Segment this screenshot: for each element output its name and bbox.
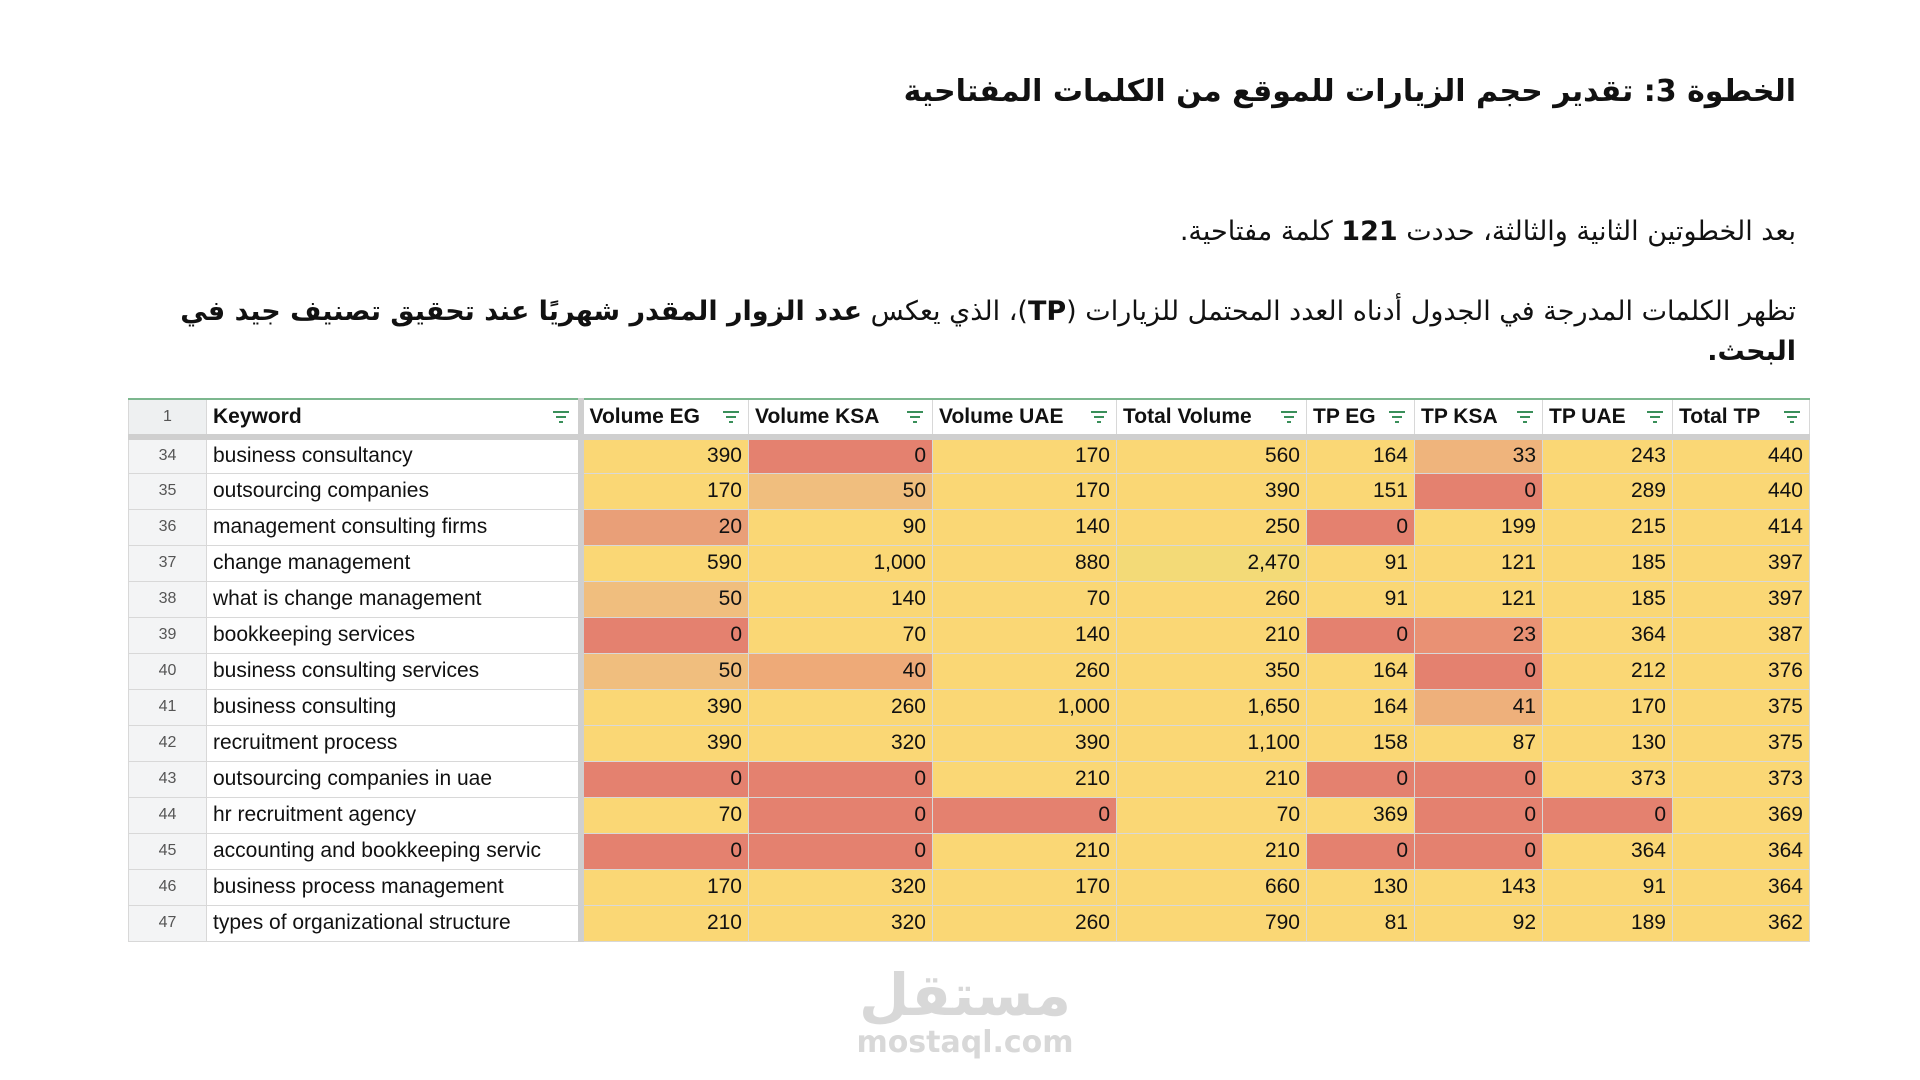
keyword-cell[interactable]: business consultancy xyxy=(207,437,581,473)
value-cell[interactable]: 212 xyxy=(1543,653,1673,689)
column-header-keyword[interactable] xyxy=(207,399,581,437)
value-cell[interactable]: 70 xyxy=(933,581,1117,617)
value-cell[interactable]: 170 xyxy=(581,869,749,905)
column-header-label: TP UAE xyxy=(1549,405,1626,428)
column-header-total-volume[interactable] xyxy=(1117,399,1307,437)
value-cell[interactable]: 121 xyxy=(1415,581,1543,617)
value-cell[interactable]: 50 xyxy=(581,581,749,617)
value-cell[interactable]: 2,470 xyxy=(1117,545,1307,581)
value-cell[interactable]: 170 xyxy=(933,869,1117,905)
mostaql-watermark xyxy=(850,961,1080,1061)
column-header-label: TP KSA xyxy=(1421,405,1498,428)
value-cell[interactable]: 350 xyxy=(1117,653,1307,689)
value-cell[interactable]: 170 xyxy=(933,473,1117,509)
row-number[interactable]: 46 xyxy=(129,869,207,905)
value-cell[interactable]: 364 xyxy=(1673,869,1810,905)
row-number[interactable]: 36 xyxy=(129,509,207,545)
value-cell[interactable]: 50 xyxy=(749,473,933,509)
value-cell[interactable]: 260 xyxy=(933,905,1117,941)
value-cell[interactable]: 170 xyxy=(581,473,749,509)
value-cell[interactable]: 0 xyxy=(1415,797,1543,833)
value-cell[interactable]: 364 xyxy=(1543,833,1673,869)
value-cell[interactable]: 158 xyxy=(1307,725,1415,761)
value-cell[interactable]: 0 xyxy=(933,797,1117,833)
value-cell[interactable]: 140 xyxy=(749,581,933,617)
value-cell[interactable]: 41 xyxy=(1415,689,1543,725)
value-cell[interactable]: 660 xyxy=(1117,869,1307,905)
filter-icon[interactable] xyxy=(1783,410,1801,424)
value-cell[interactable]: 170 xyxy=(933,437,1117,473)
value-cell[interactable]: 91 xyxy=(1543,869,1673,905)
filter-icon[interactable] xyxy=(1280,410,1298,424)
value-cell[interactable]: 0 xyxy=(1415,473,1543,509)
value-cell[interactable]: 0 xyxy=(581,761,749,797)
column-header-tp-uae[interactable] xyxy=(1543,399,1673,437)
column-header-volume-uae[interactable] xyxy=(933,399,1117,437)
value-cell[interactable]: 320 xyxy=(749,905,933,941)
keyword-cell[interactable]: bookkeeping services xyxy=(207,617,581,653)
table-row xyxy=(129,545,1810,581)
table-row xyxy=(129,725,1810,761)
value-cell[interactable]: 0 xyxy=(749,833,933,869)
keyword-cell[interactable]: business consulting services xyxy=(207,653,581,689)
value-cell[interactable]: 414 xyxy=(1673,509,1810,545)
value-cell[interactable]: 390 xyxy=(581,437,749,473)
value-cell[interactable]: 70 xyxy=(581,797,749,833)
value-cell[interactable]: 210 xyxy=(1117,617,1307,653)
column-header-volume-eg[interactable] xyxy=(581,399,749,437)
keyword-count: 121 xyxy=(1341,216,1398,247)
watermark-domain: mostaql.com xyxy=(856,1025,1074,1060)
value-cell[interactable]: 387 xyxy=(1673,617,1810,653)
value-cell[interactable]: 0 xyxy=(1307,617,1415,653)
row-number[interactable]: 41 xyxy=(129,689,207,725)
value-cell[interactable]: 210 xyxy=(933,761,1117,797)
value-cell[interactable]: 369 xyxy=(1673,797,1810,833)
keyword-cell[interactable]: types of organizational structure xyxy=(207,905,581,941)
column-header-tp-eg[interactable] xyxy=(1307,399,1415,437)
value-cell[interactable]: 185 xyxy=(1543,581,1673,617)
row-number[interactable]: 40 xyxy=(129,653,207,689)
filter-icon[interactable] xyxy=(722,410,740,424)
value-cell[interactable]: 440 xyxy=(1673,473,1810,509)
value-cell[interactable]: 880 xyxy=(933,545,1117,581)
keyword-cell[interactable]: outsourcing companies xyxy=(207,473,581,509)
value-cell[interactable]: 0 xyxy=(1307,761,1415,797)
keyword-cell[interactable]: business process management xyxy=(207,869,581,905)
table-row xyxy=(129,869,1810,905)
value-cell[interactable]: 164 xyxy=(1307,653,1415,689)
tp-abbreviation: TP xyxy=(1027,296,1067,327)
value-cell[interactable]: 362 xyxy=(1673,905,1810,941)
value-cell[interactable]: 390 xyxy=(581,689,749,725)
column-header-label: Volume EG xyxy=(589,405,700,428)
value-cell[interactable]: 0 xyxy=(581,833,749,869)
value-cell[interactable]: 210 xyxy=(933,833,1117,869)
row-number[interactable]: 43 xyxy=(129,761,207,797)
keyword-cell[interactable]: management consulting firms xyxy=(207,509,581,545)
value-cell[interactable]: 130 xyxy=(1307,869,1415,905)
value-cell[interactable]: 91 xyxy=(1307,581,1415,617)
value-cell[interactable]: 364 xyxy=(1673,833,1810,869)
column-header-label: TP EG xyxy=(1313,405,1376,428)
table-row xyxy=(129,833,1810,869)
value-cell[interactable]: 140 xyxy=(933,509,1117,545)
value-cell[interactable]: 210 xyxy=(581,905,749,941)
value-cell[interactable]: 364 xyxy=(1543,617,1673,653)
keyword-cell[interactable]: accounting and bookkeeping servic xyxy=(207,833,581,869)
table-body xyxy=(129,437,1810,941)
value-cell[interactable]: 164 xyxy=(1307,689,1415,725)
column-header-label: Total Volume xyxy=(1123,405,1252,428)
value-cell[interactable]: 199 xyxy=(1415,509,1543,545)
page-heading: الخطوة 3: تقدير حجم الزيارات للموقع من الكلمات المفتاحية xyxy=(903,74,1796,109)
keyword-cell[interactable]: what is change management xyxy=(207,581,581,617)
table-row xyxy=(129,437,1810,473)
value-cell[interactable]: 20 xyxy=(581,509,749,545)
value-cell[interactable]: 590 xyxy=(581,545,749,581)
value-cell[interactable]: 87 xyxy=(1415,725,1543,761)
row-number[interactable]: 38 xyxy=(129,581,207,617)
value-cell[interactable]: 320 xyxy=(749,869,933,905)
filter-icon[interactable] xyxy=(1516,410,1534,424)
keyword-cell[interactable]: business consulting xyxy=(207,689,581,725)
value-cell[interactable]: 0 xyxy=(1307,509,1415,545)
value-cell[interactable]: 397 xyxy=(1673,581,1810,617)
value-cell[interactable]: 0 xyxy=(749,437,933,473)
filter-icon[interactable] xyxy=(1646,410,1664,424)
column-header-tp-ksa[interactable] xyxy=(1415,399,1543,437)
value-cell[interactable]: 210 xyxy=(1117,761,1307,797)
value-cell[interactable]: 376 xyxy=(1673,653,1810,689)
keyword-cell[interactable]: outsourcing companies in uae xyxy=(207,761,581,797)
value-cell[interactable]: 375 xyxy=(1673,725,1810,761)
value-cell[interactable]: 121 xyxy=(1415,545,1543,581)
filter-icon[interactable] xyxy=(906,410,924,424)
value-cell[interactable]: 289 xyxy=(1543,473,1673,509)
value-cell[interactable]: 1,650 xyxy=(1117,689,1307,725)
value-cell[interactable]: 1,000 xyxy=(933,689,1117,725)
value-cell[interactable]: 70 xyxy=(749,617,933,653)
value-cell[interactable]: 81 xyxy=(1307,905,1415,941)
table-row xyxy=(129,905,1810,941)
column-header-total-tp[interactable] xyxy=(1673,399,1810,437)
value-cell[interactable]: 1,100 xyxy=(1117,725,1307,761)
value-cell[interactable]: 320 xyxy=(749,725,933,761)
table-row xyxy=(129,761,1810,797)
value-cell[interactable]: 50 xyxy=(581,653,749,689)
table-row xyxy=(129,581,1810,617)
row-number[interactable]: 45 xyxy=(129,833,207,869)
value-cell[interactable]: 243 xyxy=(1543,437,1673,473)
description-highlight: عدد الزوار المقدر شهريًا عند تحقيق تصنيف جيد في البحث. xyxy=(180,296,1796,367)
table-row xyxy=(129,473,1810,509)
row-number[interactable]: 47 xyxy=(129,905,207,941)
value-cell[interactable]: 23 xyxy=(1415,617,1543,653)
value-cell[interactable]: 373 xyxy=(1673,761,1810,797)
keyword-cell[interactable]: hr recruitment agency xyxy=(207,797,581,833)
row-number[interactable]: 44 xyxy=(129,797,207,833)
row-number[interactable]: 42 xyxy=(129,725,207,761)
value-cell[interactable]: 92 xyxy=(1415,905,1543,941)
table-row xyxy=(129,617,1810,653)
value-cell[interactable]: 70 xyxy=(1117,797,1307,833)
value-cell[interactable]: 260 xyxy=(1117,581,1307,617)
value-cell[interactable]: 189 xyxy=(1543,905,1673,941)
filter-icon[interactable] xyxy=(552,410,570,424)
column-header-label: Volume KSA xyxy=(755,405,880,428)
row-number[interactable]: 35 xyxy=(129,473,207,509)
filter-icon[interactable] xyxy=(1090,410,1108,424)
value-cell[interactable]: 1,000 xyxy=(749,545,933,581)
summary-text-after: كلمة مفتاحية. xyxy=(1179,216,1342,247)
value-cell[interactable]: 170 xyxy=(1543,689,1673,725)
column-header-label: Keyword xyxy=(213,405,302,428)
watermark-arabic-logo: مستقل xyxy=(858,961,1072,1029)
row-number[interactable]: 39 xyxy=(129,617,207,653)
row-number[interactable]: 34 xyxy=(129,437,207,473)
value-cell[interactable]: 369 xyxy=(1307,797,1415,833)
row-number[interactable]: 37 xyxy=(129,545,207,581)
summary-text-before: بعد الخطوتين الثانية والثالثة، حددت xyxy=(1397,216,1796,247)
value-cell[interactable]: 0 xyxy=(1543,797,1673,833)
header-row xyxy=(129,399,1810,437)
value-cell[interactable]: 260 xyxy=(749,689,933,725)
value-cell[interactable]: 0 xyxy=(1307,833,1415,869)
value-cell[interactable]: 373 xyxy=(1543,761,1673,797)
value-cell[interactable]: 250 xyxy=(1117,509,1307,545)
description-paragraph xyxy=(146,292,1796,372)
description-text-before: تظهر الكلمات المدرجة في الجدول أدناه العدد المحتمل للزيارات ( xyxy=(1066,296,1796,327)
value-cell[interactable]: 0 xyxy=(1415,833,1543,869)
value-cell[interactable]: 390 xyxy=(933,725,1117,761)
value-cell[interactable]: 215 xyxy=(1543,509,1673,545)
table-row xyxy=(129,689,1810,725)
value-cell[interactable]: 33 xyxy=(1415,437,1543,473)
value-cell[interactable]: 140 xyxy=(933,617,1117,653)
value-cell[interactable]: 91 xyxy=(1307,545,1415,581)
value-cell[interactable]: 790 xyxy=(1117,905,1307,941)
value-cell[interactable]: 210 xyxy=(1117,833,1307,869)
description-text-middle: )، الذي يعكس xyxy=(862,296,1028,327)
column-header-label: Volume UAE xyxy=(939,405,1064,428)
value-cell[interactable]: 375 xyxy=(1673,689,1810,725)
column-header-label: Total TP xyxy=(1679,405,1761,428)
table-row xyxy=(129,509,1810,545)
value-cell[interactable]: 397 xyxy=(1673,545,1810,581)
keyword-cell[interactable]: recruitment process xyxy=(207,725,581,761)
row-number-header[interactable]: 1 xyxy=(129,399,207,437)
table-row xyxy=(129,653,1810,689)
value-cell[interactable]: 185 xyxy=(1543,545,1673,581)
value-cell[interactable]: 164 xyxy=(1307,437,1415,473)
keyword-traffic-table xyxy=(128,398,1810,942)
value-cell[interactable]: 0 xyxy=(749,761,933,797)
column-header-volume-ksa[interactable] xyxy=(749,399,933,437)
value-cell[interactable]: 143 xyxy=(1415,869,1543,905)
table-row xyxy=(129,797,1810,833)
value-cell[interactable]: 0 xyxy=(1415,761,1543,797)
value-cell[interactable]: 151 xyxy=(1307,473,1415,509)
value-cell[interactable]: 390 xyxy=(1117,473,1307,509)
value-cell[interactable]: 260 xyxy=(933,653,1117,689)
value-cell[interactable]: 560 xyxy=(1117,437,1307,473)
value-cell[interactable]: 90 xyxy=(749,509,933,545)
value-cell[interactable]: 0 xyxy=(581,617,749,653)
filter-icon[interactable] xyxy=(1388,410,1406,424)
keyword-cell[interactable]: change management xyxy=(207,545,581,581)
value-cell[interactable]: 40 xyxy=(749,653,933,689)
value-cell[interactable]: 0 xyxy=(1415,653,1543,689)
value-cell[interactable]: 390 xyxy=(581,725,749,761)
value-cell[interactable]: 130 xyxy=(1543,725,1673,761)
value-cell[interactable]: 440 xyxy=(1673,437,1810,473)
value-cell[interactable]: 0 xyxy=(749,797,933,833)
summary-paragraph xyxy=(146,212,1796,252)
